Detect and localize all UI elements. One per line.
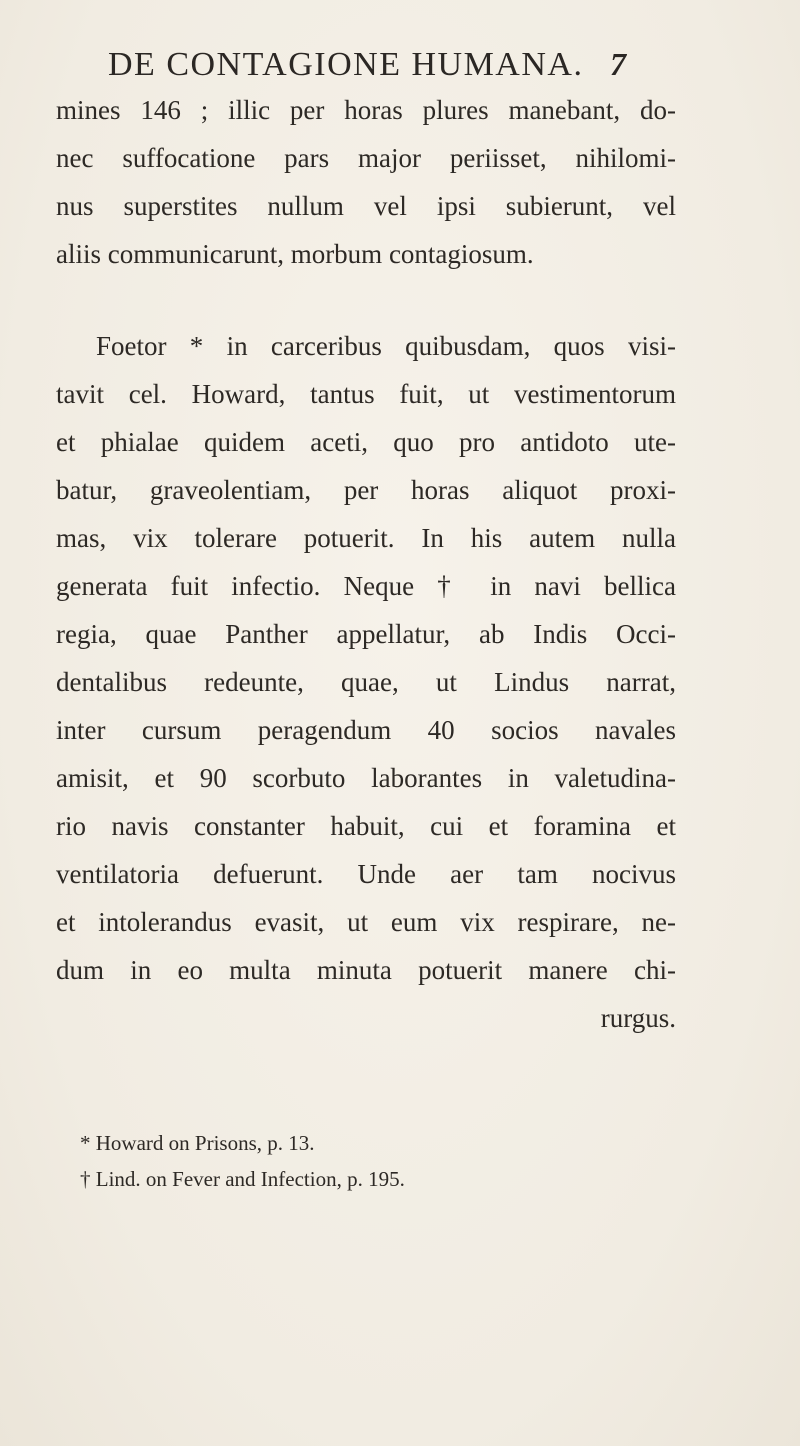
text-line: rio navis constanter habuit, cui et foramina et xyxy=(56,811,676,841)
running-head-title: DE CONTAGIONE HUMANA. xyxy=(108,46,584,83)
text-line: mas, vix tolerare potuerit. In his autem nulla xyxy=(56,523,676,553)
text-line: et phialae quidem aceti, quo pro antidoto ute- xyxy=(56,427,676,457)
page-number: 7 xyxy=(610,46,626,82)
text-line: generata fuit infectio. Neque † in navi bellica xyxy=(56,571,676,601)
paragraph-foetor xyxy=(56,322,676,1042)
text-line-end: rurgus. xyxy=(600,1003,676,1033)
running-head xyxy=(0,40,800,90)
text-line: dentalibus redeunte, quae, ut Lindus narrat, xyxy=(56,667,676,697)
text-line: mines 146 ; illic per horas plures manebant, do- xyxy=(56,95,676,125)
footnotes xyxy=(80,1125,680,1197)
paragraph-continued xyxy=(56,86,676,278)
text-line: nec suffocatione pars major periisset, nihilomi- xyxy=(56,143,676,173)
text-line: regia, quae Panther appellatur, ab Indis Occi- xyxy=(56,619,676,649)
text-line: inter cursum peragendum 40 socios navales xyxy=(56,715,676,745)
text-line: tavit cel. Howard, tantus fuit, ut vestimentorum xyxy=(56,379,676,409)
text-line: aliis communicarunt, morbum contagiosum. xyxy=(56,239,534,269)
footnote-lind: † Lind. on Fever and Infection, p. 195. xyxy=(80,1167,405,1191)
footnote-howard: * Howard on Prisons, p. 13. xyxy=(80,1131,315,1155)
text-line: nus superstites nullum vel ipsi subierunt, vel xyxy=(56,191,676,221)
text-line: Foetor * in carceribus quibusdam, quos visi- xyxy=(96,331,676,361)
text-line: dum in eo multa minuta potuerit manere chi- xyxy=(56,955,676,985)
text-line: ventilatoria defuerunt. Unde aer tam nocivus xyxy=(56,859,676,889)
text-line: amisit, et 90 scorbuto laborantes in valetudina- xyxy=(56,763,676,793)
text-line: batur, graveolentiam, per horas aliquot proxi- xyxy=(56,475,676,505)
text-line: et intolerandus evasit, ut eum vix respirare, ne- xyxy=(56,907,676,937)
